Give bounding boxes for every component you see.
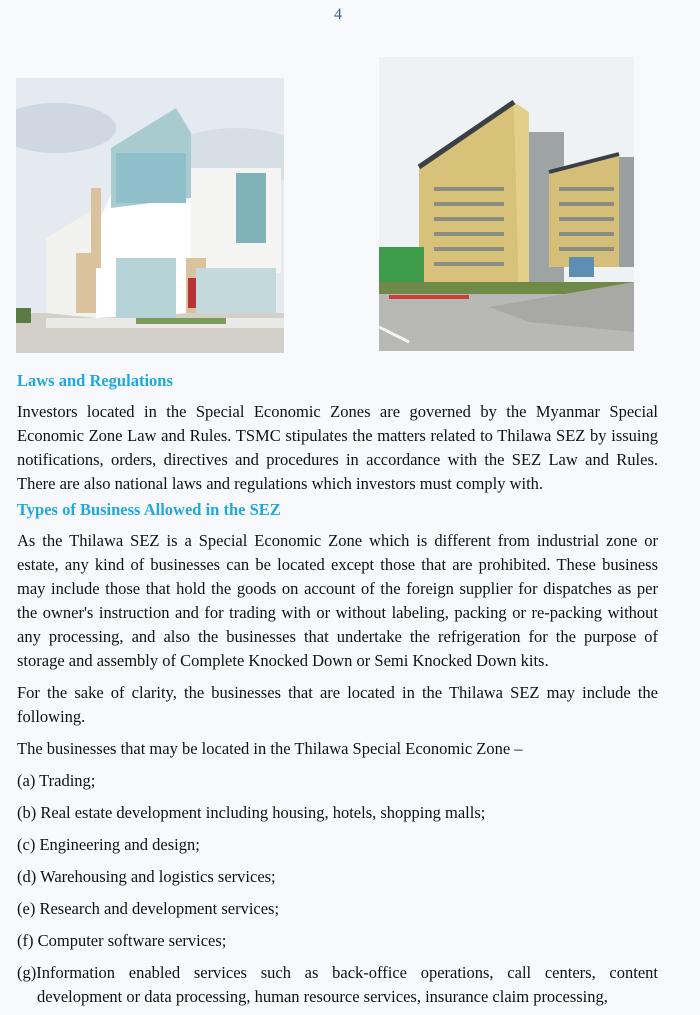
list-intro-paragraph: The businesses that may be located in the Thilawa Special Economic Zone –	[17, 739, 523, 758]
business-types-paragraph: As the Thilawa SEZ is a Special Economic Zone which is different from industrial zone or estate, any kind of businesses can be located except those that are prohibited. These business may include those that hold the goods on account of the foreign supplier for dispatches as per the owner's instruction and for trading with or without labeling, packing or re-packing without any processing, and also the businesses that undertake the refrigeration for the purpose of storage and assembly of Complete Knocked Down or Semi Knocked Down kits.	[17, 531, 658, 670]
page-number: 4	[334, 6, 342, 23]
clarity-paragraph: For the sake of clarity, the businesses that are located in the Thilawa SEZ may include the following.	[17, 683, 658, 726]
list-item-research: (e) Research and development services;	[17, 899, 280, 918]
section-heading-types-of-business: Types of Business Allowed in the SEZ	[17, 500, 281, 519]
white-glass-commercial-building-photo	[16, 78, 284, 353]
laws-paragraph: Investors located in the Special Economic Zones are governed by the Myanmar Special Economic Zone Law and Rules. TSMC stipulates the matters related to Thilawa SEZ by issuing notifications, orders, directives and procedures in accordance with the SEZ Law and Rules. There are also national laws and regulations which investors must comply with.	[17, 402, 658, 493]
list-item-engineering: (c) Engineering and design;	[17, 835, 200, 854]
list-item-software: (f) Computer software services;	[17, 931, 227, 950]
document-body	[17, 369, 658, 1009]
section-heading-laws-and-regulations: Laws and Regulations	[17, 371, 173, 390]
yellow-office-towers-photo	[379, 57, 634, 351]
list-item-real-estate: (b) Real estate development including housing, hotels, shopping malls;	[17, 803, 486, 822]
list-item-warehousing: (d) Warehousing and logistics services;	[17, 867, 276, 886]
list-item-trading: (a) Trading;	[17, 771, 96, 790]
list-item-information-services: (g)Information enabled services such as back-office operations, call centers, content development or data processing, human resource services, insurance claim processing,	[17, 963, 658, 1006]
